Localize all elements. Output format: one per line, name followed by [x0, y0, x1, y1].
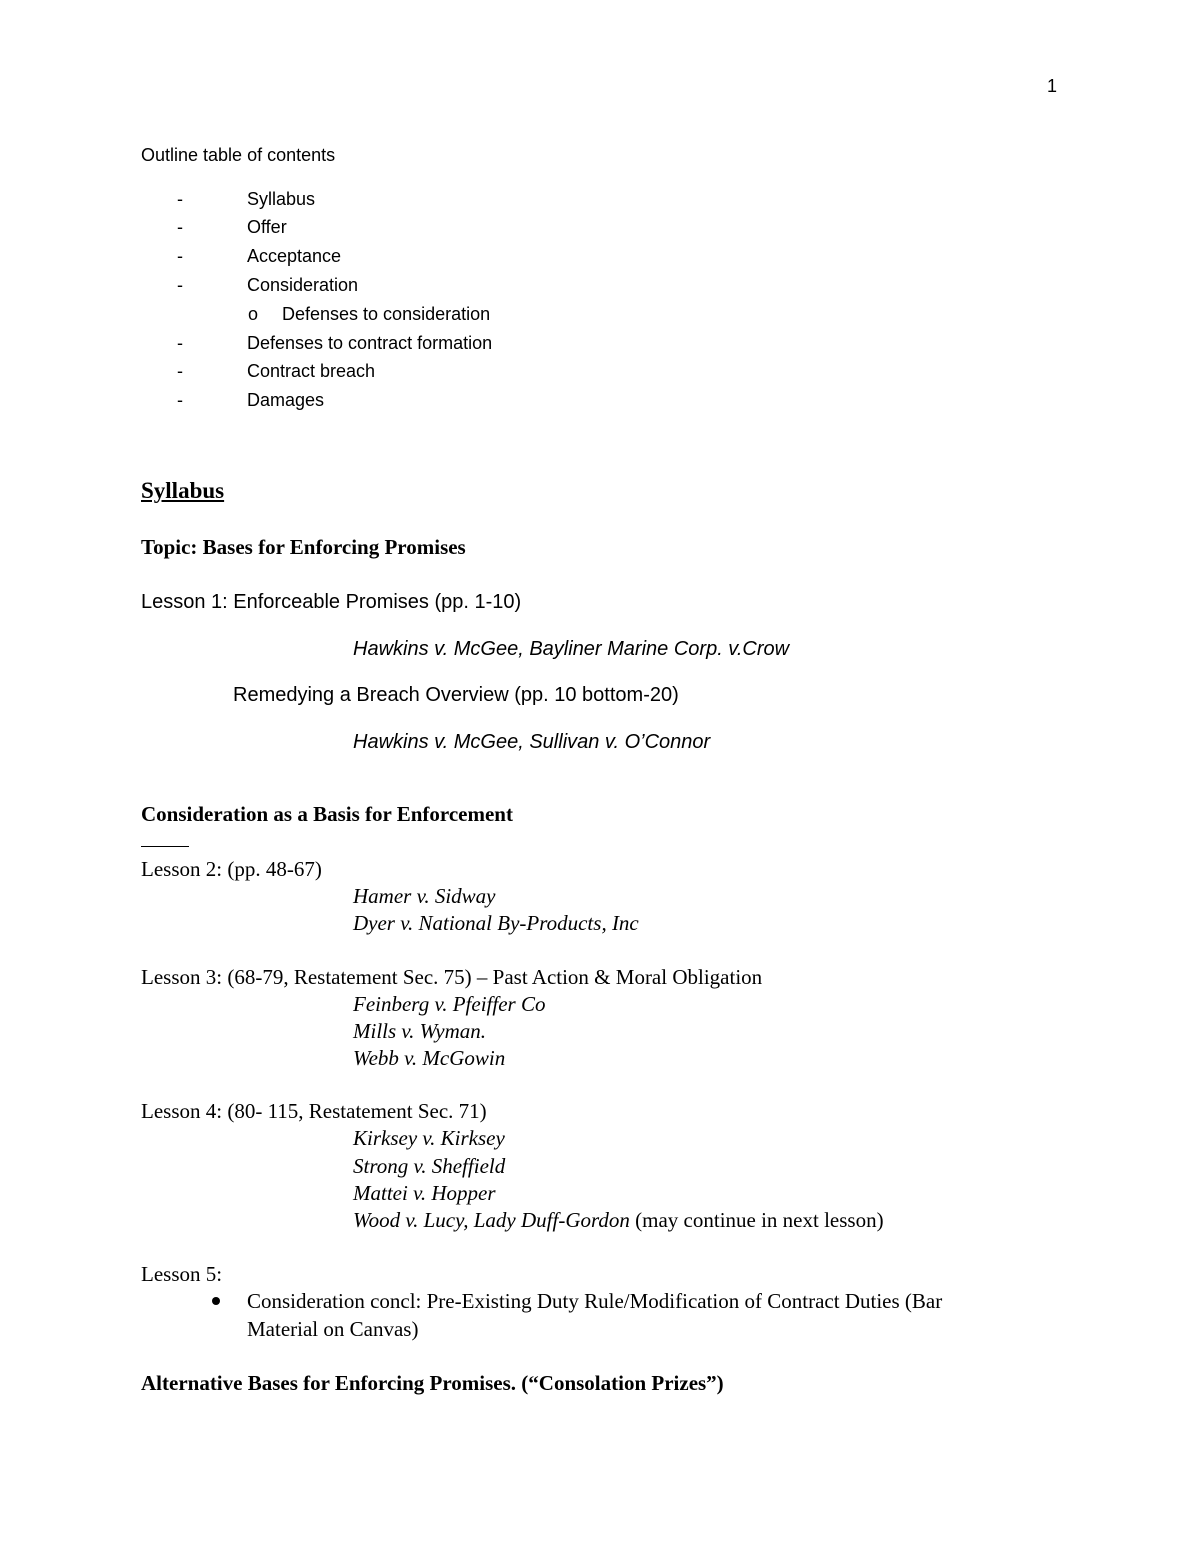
lesson2-case: Hamer v. Sidway [353, 884, 496, 908]
alternative-bases-heading: Alternative Bases for Enforcing Promises. (“Consolation Prizes”) [141, 1371, 724, 1395]
toc-item-label: Syllabus [247, 189, 316, 209]
toc-item-damages [141, 390, 324, 411]
toc-item-label: Acceptance [247, 246, 342, 266]
toc-item-offer [141, 217, 287, 238]
bullet-dot-icon [212, 1297, 220, 1305]
lesson4-case: Kirksey v. Kirksey [353, 1126, 505, 1150]
lesson1-subtopic: Remedying a Breach Overview (pp. 10 bottom-20) [233, 684, 679, 706]
lesson5-bullet-line1: Consideration concl: Pre-Existing Duty Rule/Modification of Contract Duties (Bar [247, 1289, 943, 1313]
syllabus-heading: Syllabus [141, 478, 225, 503]
lesson4-title: Lesson 4: (80- 115, Restatement Sec. 71) [141, 1099, 487, 1123]
toc-item-label: Offer [247, 217, 287, 237]
toc-subitem-label: Defenses to consideration [282, 304, 491, 324]
toc-item-syllabus [141, 189, 315, 210]
dash-marker: - [177, 275, 183, 295]
lesson3-case: Mills v. Wyman. [353, 1019, 486, 1043]
dash-marker: - [177, 246, 183, 266]
dash-marker: - [177, 361, 183, 381]
lesson1-cases: Hawkins v. McGee, Bayliner Marine Corp. v.Crow [353, 638, 790, 660]
dash-marker: - [177, 390, 183, 410]
lesson3-title: Lesson 3: (68-79, Restatement Sec. 75) – Past Action & Moral Obligation [141, 965, 763, 989]
lesson4-case: Mattei v. Hopper [353, 1181, 496, 1205]
lesson5-title: Lesson 5: [141, 1262, 223, 1286]
consideration-heading: Consideration as a Basis for Enforcement [141, 802, 513, 826]
toc-item-defenses-to-contract-formation [141, 333, 492, 354]
lesson4-case: Wood v. Lucy, Lady Duff-Gordon [353, 1208, 630, 1232]
lesson2-case: Dyer v. National By-Products, Inc [353, 911, 639, 935]
toc-subitem-defenses-to-consideration [248, 304, 490, 325]
lesson3-case: Feinberg v. Pfeiffer Co [353, 992, 546, 1016]
dash-marker: - [177, 333, 183, 353]
page-number: 1 [1047, 76, 1058, 96]
toc-item-contract-breach [141, 361, 375, 382]
dash-marker: - [177, 217, 183, 237]
short-underline [141, 846, 189, 847]
circle-bullet-marker: o [248, 304, 259, 324]
topic-heading: Topic: Bases for Enforcing Promises [141, 535, 466, 559]
toc-title: Outline table of contents [141, 145, 336, 165]
toc-item-consideration [141, 275, 358, 296]
toc-item-label: Consideration [247, 275, 359, 295]
toc-item-acceptance [141, 246, 341, 267]
lesson4-case-note: (may continue in next lesson) [629, 1208, 884, 1232]
lesson4-last-case-line [353, 1208, 884, 1233]
lesson1-subtopic-cases: Hawkins v. McGee, Sullivan v. O’Connor [353, 731, 711, 753]
dash-marker: - [177, 189, 183, 209]
lesson1-title: Lesson 1: Enforceable Promises (pp. 1-10) [141, 591, 522, 613]
lesson5-bullet-line2: Material on Canvas) [247, 1317, 419, 1341]
lesson2-title: Lesson 2: (pp. 48-67) [141, 857, 322, 881]
toc-item-label: Damages [247, 390, 325, 410]
toc-item-label: Contract breach [247, 361, 376, 381]
toc-item-label: Defenses to contract formation [247, 333, 493, 353]
lesson3-case: Webb v. McGowin [353, 1046, 506, 1070]
lesson4-case: Strong v. Sheffield [353, 1154, 506, 1178]
